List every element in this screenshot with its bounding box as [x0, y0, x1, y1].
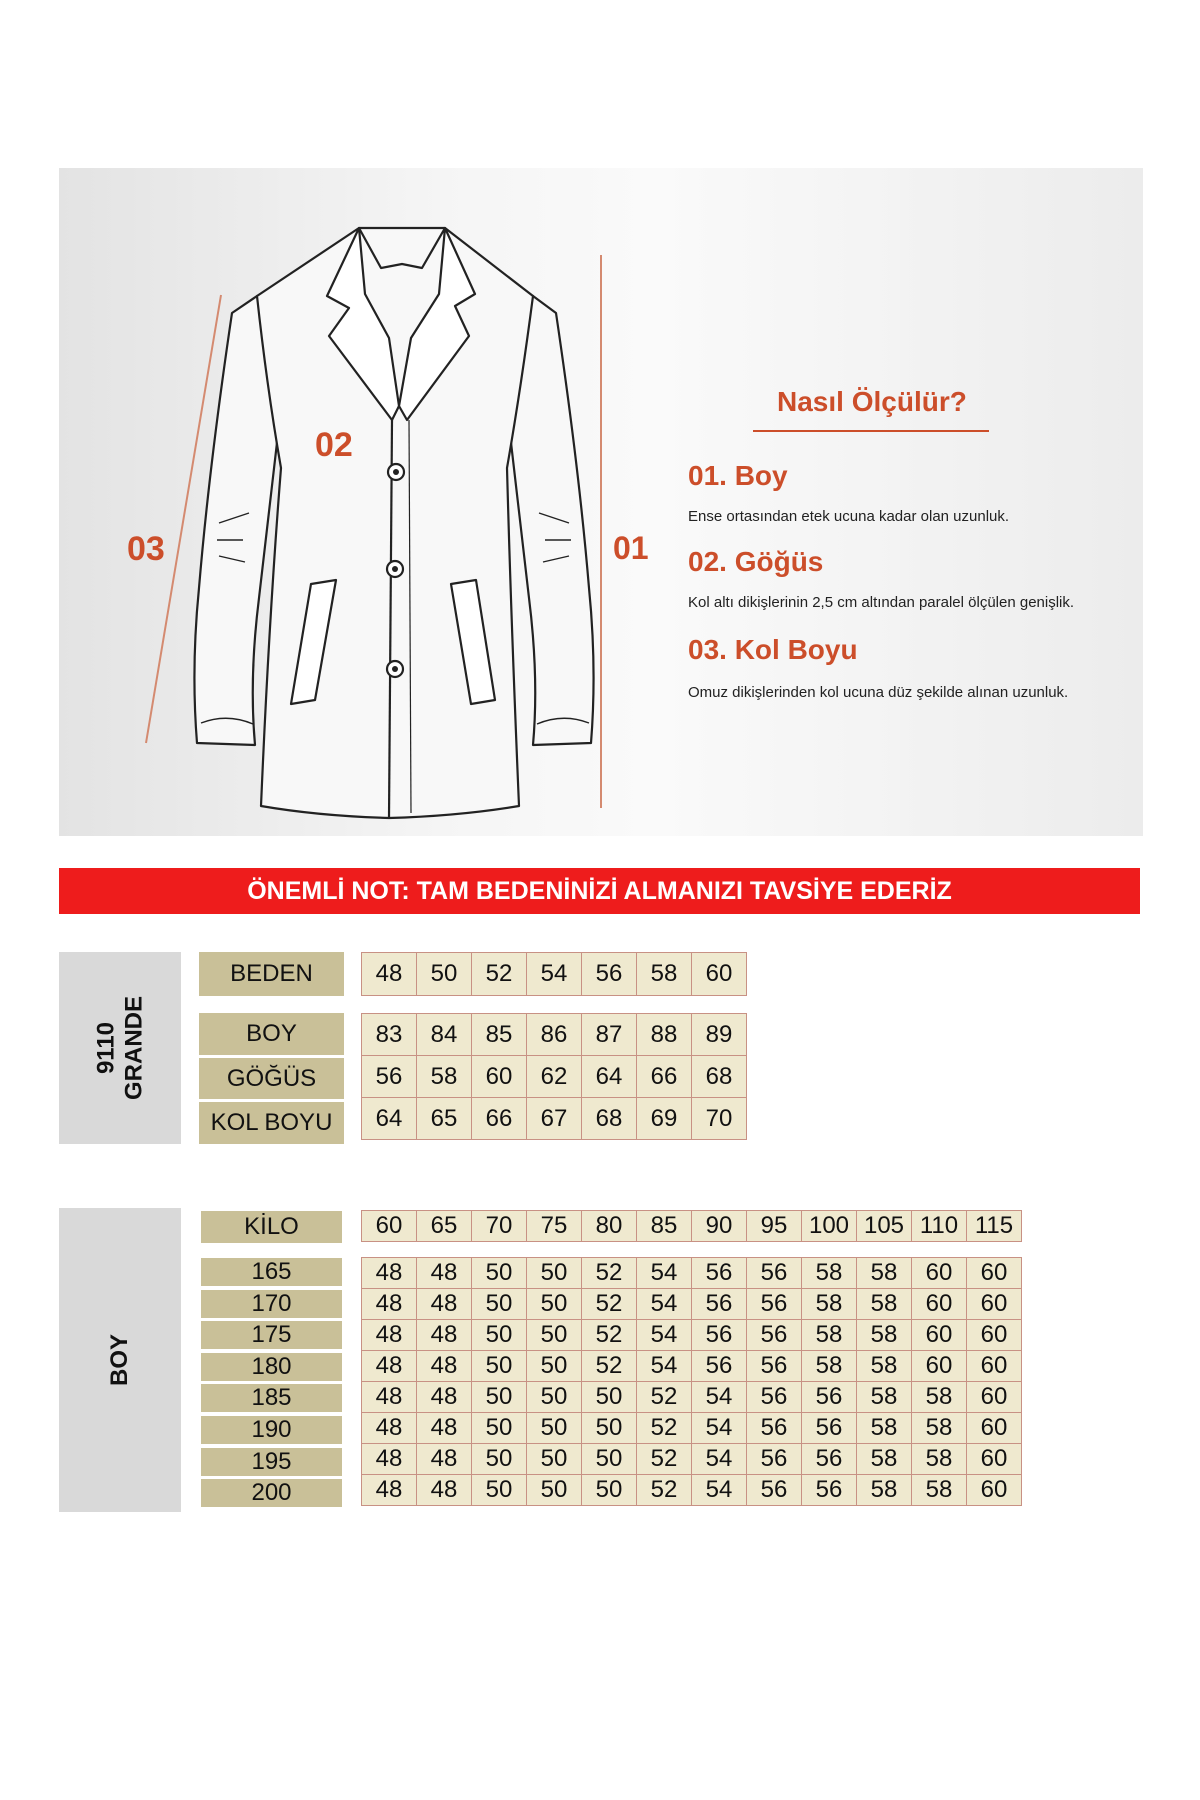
size-recommendation-cell: 52	[582, 1289, 637, 1320]
weight-header-cell: 70	[472, 1211, 527, 1242]
size-recommendation-cell: 50	[527, 1382, 582, 1413]
table-row	[362, 1258, 1022, 1289]
weight-header-cell: 110	[912, 1211, 967, 1242]
size-recommendation-cell: 54	[692, 1475, 747, 1506]
height-axis-box	[59, 1208, 181, 1512]
guide-heading-gogus: 02. Göğüs	[688, 546, 824, 577]
size-header-cell: 48	[362, 953, 417, 996]
size-recommendation-cell: 58	[857, 1475, 912, 1506]
body-length-label: 01	[613, 530, 649, 566]
size-recommendation-cell: 58	[912, 1475, 967, 1506]
size-recommendation-cell: 56	[802, 1382, 857, 1413]
size-recommendation-cell: 60	[967, 1351, 1022, 1382]
size-recommendation-cell: 50	[527, 1413, 582, 1444]
size-recommendation-cell: 48	[362, 1320, 417, 1351]
size-recommendation-cell: 50	[472, 1382, 527, 1413]
size-measurements-table	[361, 1013, 747, 1140]
size-recommendation-cell: 60	[912, 1258, 967, 1289]
size-recommendation-cell: 48	[417, 1444, 472, 1475]
size-recommendation-cell: 60	[967, 1444, 1022, 1475]
table-row	[362, 1382, 1022, 1413]
size-value-cell: 70	[692, 1098, 747, 1140]
size-recommendation-cell: 56	[747, 1351, 802, 1382]
size-recommendation-cell: 48	[417, 1351, 472, 1382]
size-recommendation-cell: 56	[692, 1351, 747, 1382]
size-value-cell: 86	[527, 1014, 582, 1056]
guide-title: Nasıl Ölçülür?	[777, 386, 967, 417]
size-recommendation-cell: 60	[967, 1413, 1022, 1444]
size-value-cell: 58	[417, 1056, 472, 1098]
size-recommendation-cell: 58	[857, 1382, 912, 1413]
weight-header-cell: 95	[747, 1211, 802, 1242]
size-recommendation-cell: 50	[582, 1382, 637, 1413]
size-recommendation-cell: 56	[802, 1413, 857, 1444]
table-row	[362, 1475, 1022, 1506]
size-recommendation-cell: 56	[747, 1382, 802, 1413]
size-recommendation-cell: 48	[362, 1289, 417, 1320]
guide-text-kol-boyu: Omuz dikişlerinden kol ucuna düz şekilde alınan uzunluk.	[688, 684, 1069, 701]
size-recommendation-cell: 48	[417, 1320, 472, 1351]
size-value-cell: 64	[362, 1098, 417, 1140]
size-recommendation-cell: 56	[747, 1444, 802, 1475]
weight-header-cell: 85	[637, 1211, 692, 1242]
size-header-cell: 56	[582, 953, 637, 996]
guide-text-boy: Ense ortasından etek ucuna kadar olan uzunluk.	[688, 508, 1010, 525]
size-recommendation-cell: 50	[472, 1320, 527, 1351]
size-value-cell: 62	[527, 1056, 582, 1098]
size-value-cell: 67	[527, 1098, 582, 1140]
weight-header-cell: 100	[802, 1211, 857, 1242]
size-recommendation-cell: 58	[857, 1413, 912, 1444]
size-recommendation-cell: 50	[527, 1444, 582, 1475]
size-recommendation-cell: 48	[362, 1475, 417, 1506]
size-recommendation-cell: 52	[637, 1475, 692, 1506]
size-recommendation-cell: 54	[637, 1351, 692, 1382]
size-row-label: KOL BOYU	[199, 1102, 344, 1144]
size-recommendation-cell: 50	[527, 1289, 582, 1320]
size-recommendation-cell: 56	[692, 1258, 747, 1289]
size-value-cell: 88	[637, 1014, 692, 1056]
weight-header-cell: 115	[967, 1211, 1022, 1242]
size-recommendation-cell: 60	[912, 1351, 967, 1382]
size-recommendation-cell: 60	[912, 1320, 967, 1351]
weight-header-label: KİLO	[201, 1211, 342, 1243]
size-recommendation-cell: 50	[582, 1475, 637, 1506]
table-row	[362, 1444, 1022, 1475]
table-row	[362, 1320, 1022, 1351]
size-header-cell: 54	[527, 953, 582, 996]
size-recommendation-cell: 48	[417, 1475, 472, 1506]
size-value-cell: 83	[362, 1014, 417, 1056]
size-recommendation-cell: 58	[912, 1413, 967, 1444]
size-recommendation-cell: 56	[692, 1289, 747, 1320]
size-recommendation-cell: 48	[417, 1413, 472, 1444]
size-value-cell: 65	[417, 1098, 472, 1140]
size-recommendation-cell: 50	[472, 1351, 527, 1382]
size-recommendation-cell: 48	[362, 1444, 417, 1475]
size-recommendation-cell: 50	[527, 1320, 582, 1351]
size-value-cell: 64	[582, 1056, 637, 1098]
size-recommendation-cell: 52	[582, 1258, 637, 1289]
size-recommendation-cell: 58	[857, 1444, 912, 1475]
size-value-cell: 60	[472, 1056, 527, 1098]
model-number: 9110	[92, 1021, 120, 1075]
height-axis-label: BOY	[106, 1333, 134, 1387]
weight-header-cell: 105	[857, 1211, 912, 1242]
size-recommendation-cell: 60	[967, 1382, 1022, 1413]
model-name: GRANDE	[120, 995, 147, 1101]
size-recommendation-cell: 52	[582, 1320, 637, 1351]
size-recommendation-cell: 50	[527, 1258, 582, 1289]
size-recommendation-cell: 58	[802, 1320, 857, 1351]
size-recommendation-cell: 58	[802, 1258, 857, 1289]
weight-header-row	[362, 1211, 1022, 1242]
size-recommendation-cell: 58	[857, 1351, 912, 1382]
table-row	[362, 1351, 1022, 1382]
size-recommendation-table	[361, 1257, 1022, 1506]
size-recommendation-cell: 58	[857, 1258, 912, 1289]
model-label-box	[59, 952, 181, 1144]
size-recommendation-cell: 56	[747, 1320, 802, 1351]
size-recommendation-cell: 60	[967, 1258, 1022, 1289]
size-recommendation-cell: 54	[637, 1320, 692, 1351]
size-recommendation-cell: 50	[472, 1475, 527, 1506]
size-recommendation-cell: 50	[527, 1351, 582, 1382]
size-recommendation-cell: 56	[747, 1258, 802, 1289]
weight-header-row	[361, 1210, 1022, 1242]
guide-heading-boy: 01. Boy	[688, 460, 788, 491]
guide-title-underline	[753, 430, 989, 432]
important-note-banner: ÖNEMLİ NOT: TAM BEDENİNİZİ ALMANIZI TAVSİYE EDERİZ	[59, 868, 1140, 914]
size-recommendation-cell: 48	[362, 1258, 417, 1289]
size-recommendation-cell: 58	[802, 1351, 857, 1382]
size-recommendation-cell: 48	[417, 1258, 472, 1289]
size-recommendation-cell: 48	[362, 1413, 417, 1444]
size-recommendation-cell: 60	[967, 1289, 1022, 1320]
size-value-cell: 66	[637, 1056, 692, 1098]
size-value-cell: 68	[582, 1098, 637, 1140]
size-recommendation-cell: 56	[692, 1320, 747, 1351]
weight-header-cell: 65	[417, 1211, 472, 1242]
weight-header-cell: 60	[362, 1211, 417, 1242]
size-recommendation-cell: 58	[912, 1382, 967, 1413]
size-recommendation-cell: 60	[967, 1320, 1022, 1351]
size-recommendation-cell: 52	[637, 1413, 692, 1444]
size-recommendation-cell: 54	[692, 1444, 747, 1475]
table-row	[362, 1289, 1022, 1320]
size-value-cell: 84	[417, 1014, 472, 1056]
size-value-cell: 69	[637, 1098, 692, 1140]
height-row-label: 185	[201, 1384, 342, 1412]
size-recommendation-cell: 56	[802, 1475, 857, 1506]
size-recommendation-cell: 48	[362, 1382, 417, 1413]
size-recommendation-cell: 58	[912, 1444, 967, 1475]
measurement-guide-panel	[59, 168, 1143, 836]
size-header-cell: 52	[472, 953, 527, 996]
size-recommendation-cell: 50	[472, 1413, 527, 1444]
size-value-cell: 89	[692, 1014, 747, 1056]
size-value-cell: 87	[582, 1014, 637, 1056]
table-row	[362, 1056, 747, 1098]
guide-text-gogus: Kol altı dikişlerinin 2,5 cm altından paralel ölçülen genişlik.	[688, 594, 1075, 611]
chest-width-label: 02	[315, 426, 353, 464]
size-recommendation-cell: 48	[417, 1382, 472, 1413]
size-recommendation-cell: 54	[692, 1413, 747, 1444]
size-recommendation-cell: 50	[472, 1289, 527, 1320]
sleeve-length-label: 03	[127, 530, 165, 568]
size-header-cell: 58	[637, 953, 692, 996]
size-recommendation-cell: 50	[582, 1413, 637, 1444]
height-row-label: 175	[201, 1321, 342, 1349]
size-recommendation-cell: 60	[912, 1289, 967, 1320]
weight-header-cell: 75	[527, 1211, 582, 1242]
size-recommendation-cell: 50	[472, 1258, 527, 1289]
weight-header-cell: 80	[582, 1211, 637, 1242]
size-recommendation-cell: 52	[582, 1351, 637, 1382]
size-header-row	[362, 953, 747, 996]
weight-header-cell: 90	[692, 1211, 747, 1242]
table-row	[362, 1014, 747, 1056]
height-row-label: 165	[201, 1258, 342, 1286]
coat-diagram	[59, 168, 1143, 836]
size-header-row	[361, 952, 747, 996]
height-row-label: 195	[201, 1448, 342, 1476]
size-value-cell: 85	[472, 1014, 527, 1056]
size-recommendation-cell: 56	[747, 1475, 802, 1506]
size-recommendation-cell: 56	[747, 1289, 802, 1320]
table-row	[362, 1413, 1022, 1444]
size-recommendation-cell: 58	[857, 1320, 912, 1351]
size-row-label: GÖĞÜS	[199, 1058, 344, 1099]
size-value-cell: 66	[472, 1098, 527, 1140]
size-header-cell: 60	[692, 953, 747, 996]
size-recommendation-cell: 56	[802, 1444, 857, 1475]
size-recommendation-cell: 50	[582, 1444, 637, 1475]
size-recommendation-cell: 60	[967, 1475, 1022, 1506]
size-recommendation-cell: 52	[637, 1444, 692, 1475]
height-row-label: 200	[201, 1479, 342, 1507]
size-recommendation-cell: 58	[857, 1289, 912, 1320]
size-recommendation-cell: 58	[802, 1289, 857, 1320]
height-row-label: 180	[201, 1353, 342, 1381]
size-recommendation-cell: 50	[472, 1444, 527, 1475]
size-value-cell: 68	[692, 1056, 747, 1098]
size-recommendation-cell: 52	[637, 1382, 692, 1413]
size-row-label: BOY	[199, 1013, 344, 1055]
size-recommendation-cell: 54	[637, 1258, 692, 1289]
coat-outline	[194, 228, 593, 818]
size-recommendation-cell: 50	[527, 1475, 582, 1506]
size-value-cell: 56	[362, 1056, 417, 1098]
size-header-cell: 50	[417, 953, 472, 996]
size-recommendation-cell: 54	[637, 1289, 692, 1320]
size-recommendation-cell: 54	[692, 1382, 747, 1413]
size-recommendation-cell: 56	[747, 1413, 802, 1444]
guide-heading-kol-boyu: 03. Kol Boyu	[688, 634, 858, 665]
table-row	[362, 1098, 747, 1140]
model-label	[92, 996, 147, 1100]
size-header-label: BEDEN	[199, 952, 344, 996]
height-row-label: 170	[201, 1290, 342, 1318]
height-row-label: 190	[201, 1416, 342, 1444]
size-recommendation-cell: 48	[417, 1289, 472, 1320]
size-recommendation-cell: 48	[362, 1351, 417, 1382]
